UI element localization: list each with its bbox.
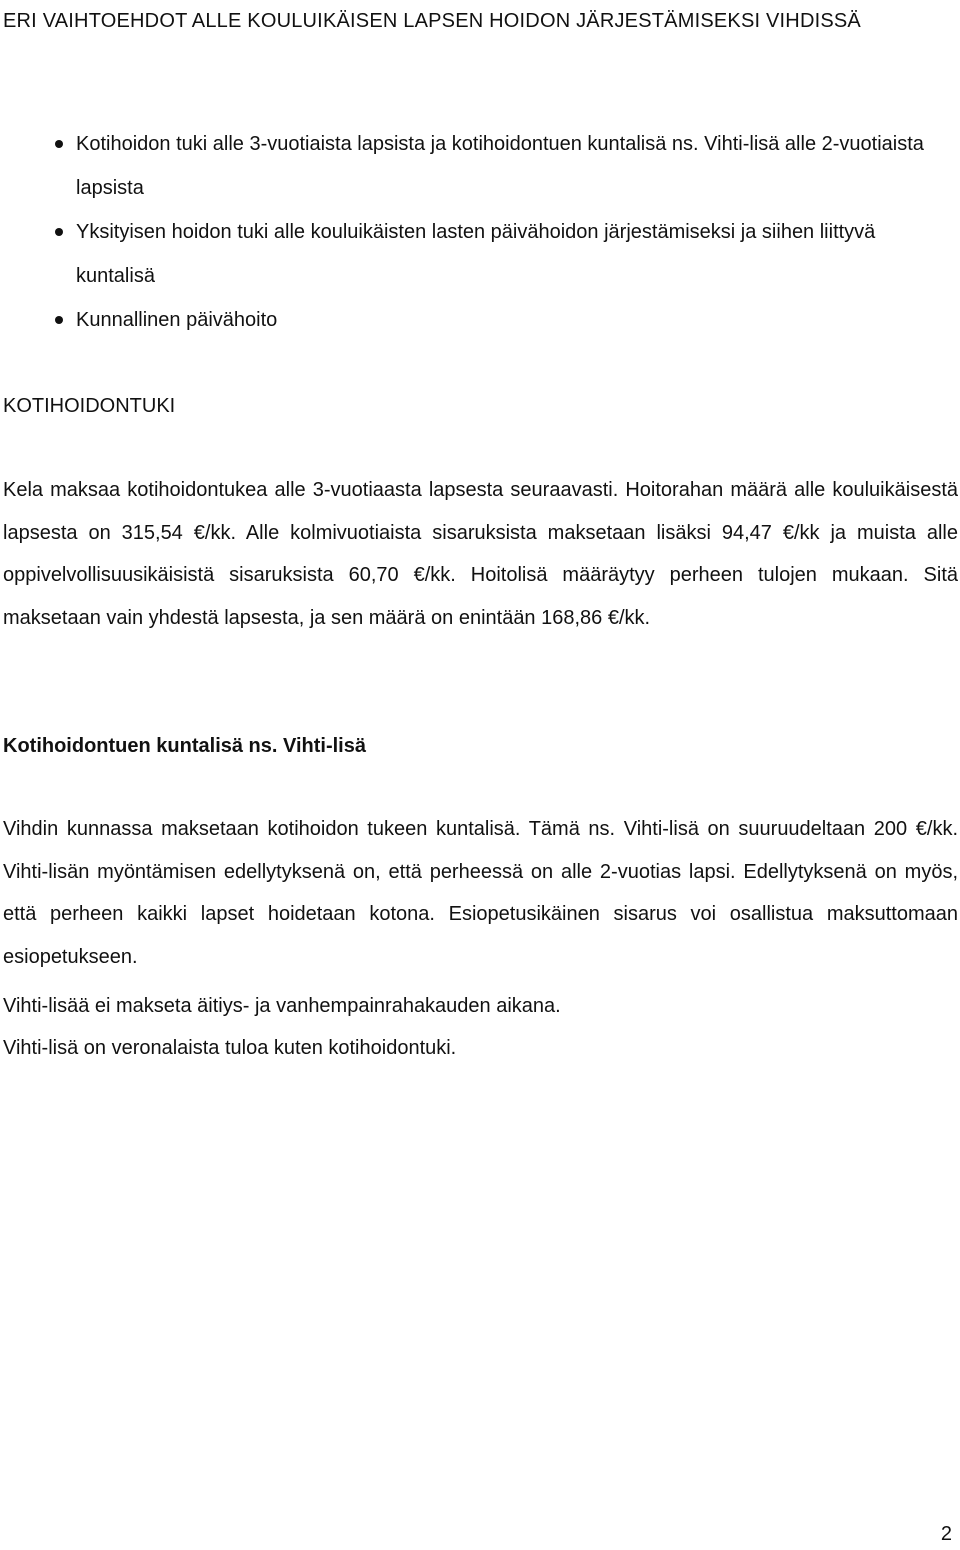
section-heading-kotihoidontuki: KOTIHOIDONTUKI [3,395,176,417]
list-item-text: Yksityisen hoidon tuki alle kouluikäisten lasten päivähoidon järjestämiseksi ja siihen liittyvä kuntalisä [76,221,876,287]
list-item-text: Kunnallinen päivähoito [76,309,278,331]
kotihoidontuki-paragraph: Kela maksaa kotihoidontukea alle 3-vuotiaasta lapsesta seuraavasti. Hoitorahan määrä alle kouluikäisestä lapsesta on 315,54 €/kk. Alle kolmivuotiaista sisaruksista maksetaan lisäksi 94,47 €/kk ja muista alle oppivelvollisuusikäisistä sisaruksista 60,70 €/kk. Hoitolisä määräytyy perheen tulojen mukaan. Sitä maksetaan vain yhdestä lapsesta, ja sen määrä on enintään 168,86 €/kk. [3,479,958,629]
list-item [0,210,946,298]
section-heading-vihti-lisa: Kotihoidontuen kuntalisä ns. Vihti-lisä [3,735,366,757]
bullet-icon [55,140,63,148]
vihti-lisa-tax-note: Vihti-lisä on veronalaista tuloa kuten kotihoidontuki. [3,1037,457,1059]
page-title: ERI VAIHTOEHDOT ALLE KOULUIKÄISEN LAPSEN HOIDON JÄRJESTÄMISEKSI VIHDISSÄ [3,10,861,32]
list-item [0,122,946,210]
options-list [0,122,960,342]
list-item-text: Kotihoidon tuki alle 3-vuotiaista lapsista ja kotihoidontuen kuntalisä ns. Vihti-lisä alle 2-vuotiaista lapsista [76,133,924,199]
vihti-lisa-note: Vihti-lisää ei makseta äitiys- ja vanhempainrahakauden aikana. [3,995,561,1017]
list-item [0,298,946,342]
vihti-lisa-paragraph: Vihdin kunnassa maksetaan kotihoidon tukeen kuntalisä. Tämä ns. Vihti-lisä on suuruudeltaan 200 €/kk. Vihti-lisän myöntämisen edellytyksenä on, että perheessä on alle 2-vuotias lapsi. Edellytyksenä on myös, että perheen kaikki lapset hoidetaan kotona. Esiopetusikäinen sisarus voi osallistua maksuttomaan esiopetukseen. [3,818,958,968]
bullet-icon [55,228,63,236]
page-number: 2 [940,1523,952,1545]
bullet-icon [55,316,63,324]
